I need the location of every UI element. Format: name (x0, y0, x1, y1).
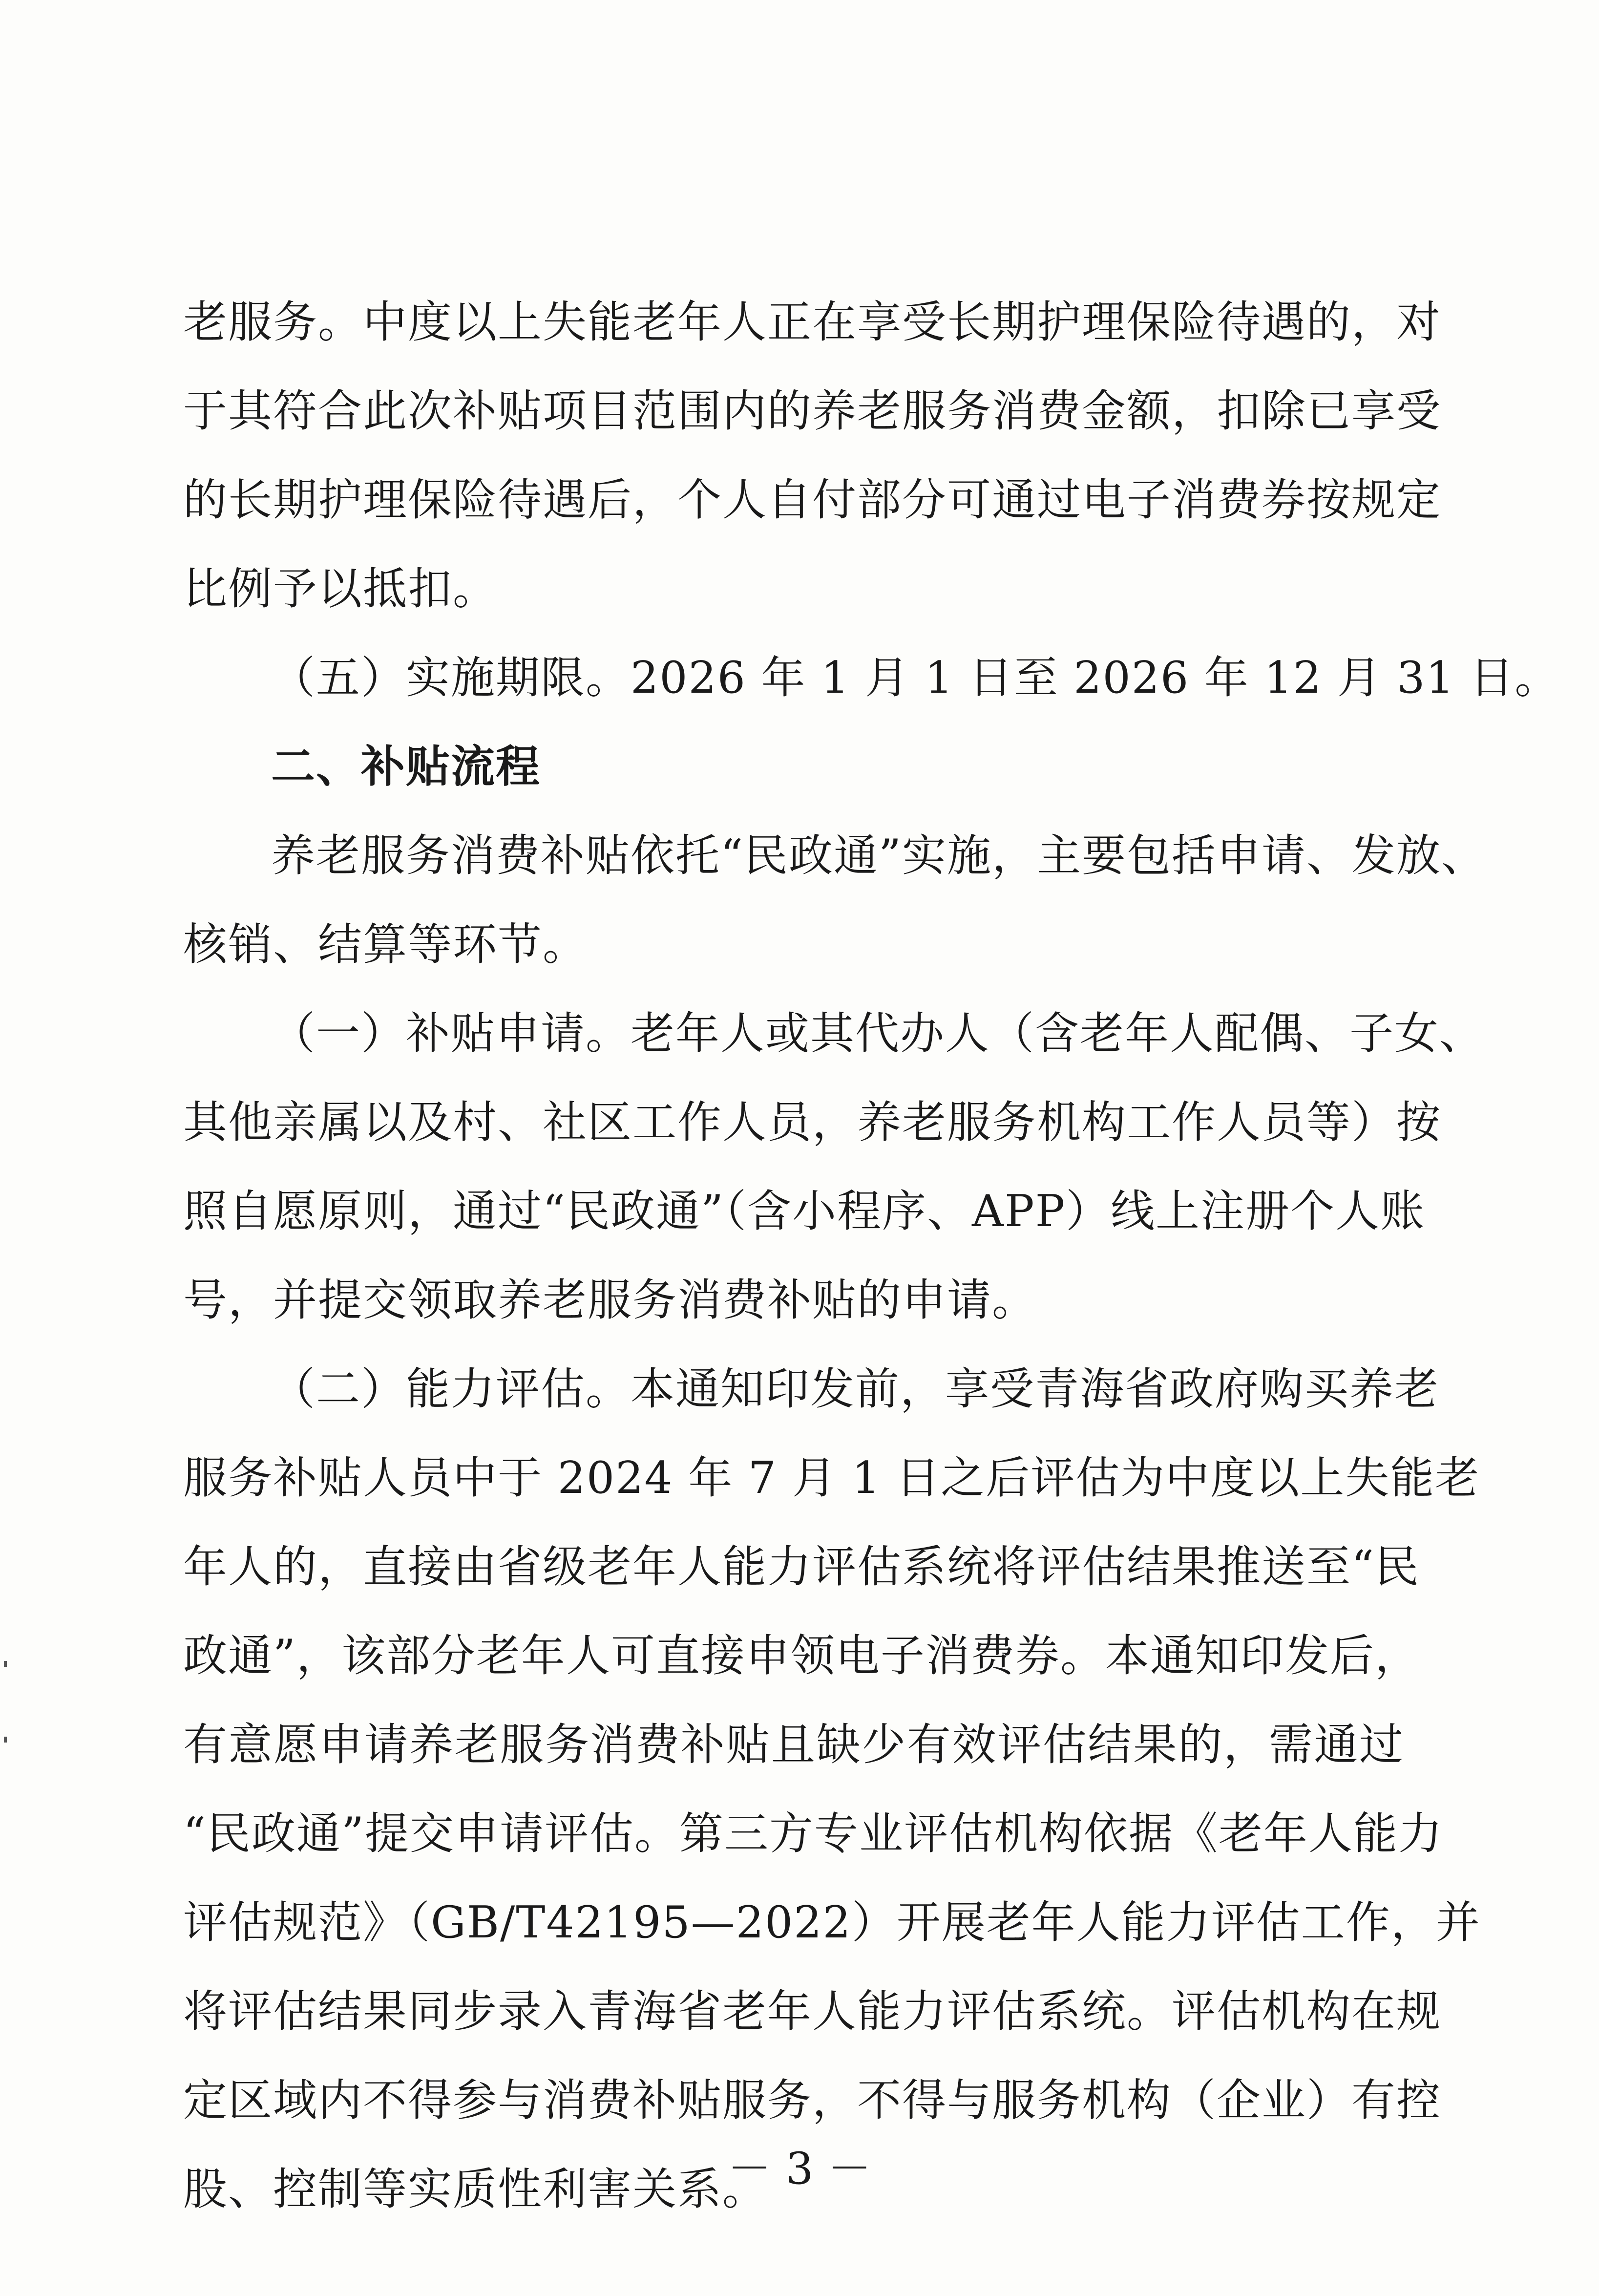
page-number: － 3 － (727, 2143, 872, 2194)
scan-edge-mark (4, 1737, 7, 1743)
text-line: 服务补贴人员中于 2024 年 7 月 1 日之后评估为中度以上失能老 (183, 1452, 1480, 1504)
text-line: 将评估结果同步录入青海省老年人能力评估系统。评估机构在规 (183, 1986, 1441, 2037)
text-line: 定区域内不得参与消费补贴服务，不得与服务机构（企业）有控 (183, 2075, 1441, 2126)
text-line: 有意愿申请养老服务消费补贴且缺少有效评估结果的，需通过 (183, 1719, 1404, 1770)
text-line: 养老服务消费补贴依托“民政通”实施，主要包括申请、发放、 (271, 830, 1487, 881)
text-line: （二）能力评估。本通知印发前，享受青海省政府购买养老 (271, 1363, 1439, 1415)
text-line: 政通”，该部分老年人可直接申领电子消费券。本通知印发后， (183, 1630, 1420, 1681)
text-line: 的长期护理保险待遇后，个人自付部分可通过电子消费券按规定 (183, 474, 1441, 526)
scan-edge-mark (4, 1661, 7, 1667)
text-line: 比例予以抵扣。 (183, 563, 498, 615)
text-line: 照自愿原则，通过“民政通”（含小程序、APP）线上注册个人账 (183, 1186, 1426, 1237)
text-line: “民政通”提交申请评估。第三方专业评估机构依据《老年人能力 (183, 1808, 1444, 1859)
text-line: （五）实施期限。2026 年 1 月 1 日至 2026 年 12 月 31 日。 (271, 652, 1560, 703)
text-line: 评估规范》（GB/T42195—2022）开展老年人能力评估工作，并 (183, 1897, 1481, 1948)
text-line: （一）补贴申请。老年人或其代办人（含老年人配偶、子女、 (271, 1008, 1484, 1059)
text-line: 其他亲属以及村、社区工作人员，养老服务机构工作人员等）按 (183, 1097, 1441, 1148)
text-line: 老服务。中度以上失能老年人正在享受长期护理保险待遇的，对 (183, 297, 1441, 348)
text-line: 股、控制等实质性利害关系。 (183, 2164, 767, 2215)
text-line: 核销、结算等环节。 (183, 919, 588, 970)
section-heading: 二、补贴流程 (271, 741, 541, 792)
text-line: 于其符合此次补贴项目范围内的养老服务消费金额，扣除已享受 (183, 385, 1441, 437)
text-line: 号，并提交领取养老服务消费补贴的申请。 (183, 1275, 1037, 1326)
text-line: 年人的，直接由省级老年人能力评估系统将评估结果推送至“民 (183, 1541, 1420, 1593)
